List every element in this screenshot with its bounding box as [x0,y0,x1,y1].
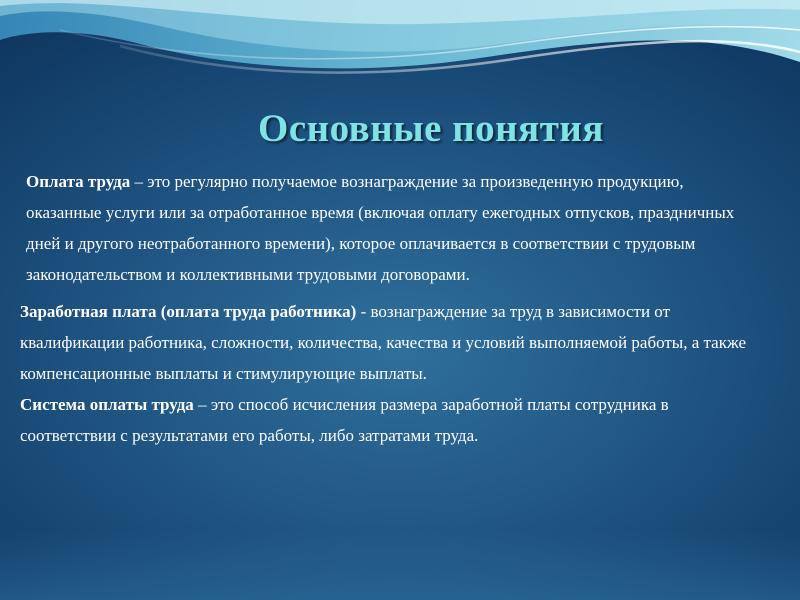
paragraph-zarabotnaya-plata [20,296,760,389]
decorative-waves [0,0,800,110]
definition-oplata-truda: – это регулярно получаемое вознаграждение за произведенную продукцию, оказанные услуги или за отработанное время (включая оплату ежегодных отпусков, праздничных дней и другого неотработанного времени), которое оплачивается в соответствии с трудовым законодательством и коллективными трудовыми договорами. [26,172,735,284]
slide-body [20,166,760,451]
definition-sistema-oplaty: – это способ исчисления размера заработной платы сотрудника в соответствии с результатами его работы, либо затратами труда. [20,395,669,445]
paragraph-sistema-oplaty [20,389,760,451]
slide-title: Основные понятия [258,107,604,150]
term-sistema-oplaty: Система оплаты труда [20,395,194,414]
bottom-fade [0,530,800,600]
definition-zarabotnaya-plata: - вознаграждение за труд в зависимости от квалификации работника, сложности, количества, качества и условий выполняемой работы, а также компенсационные выплаты и стимулирующие выплаты. [20,302,747,383]
paragraph-oplata-truda [20,166,760,290]
term-zarabotnaya-plata: Заработная плата (оплата труда работника) [20,302,357,321]
term-oplata-truda: Оплата труда [26,172,131,191]
